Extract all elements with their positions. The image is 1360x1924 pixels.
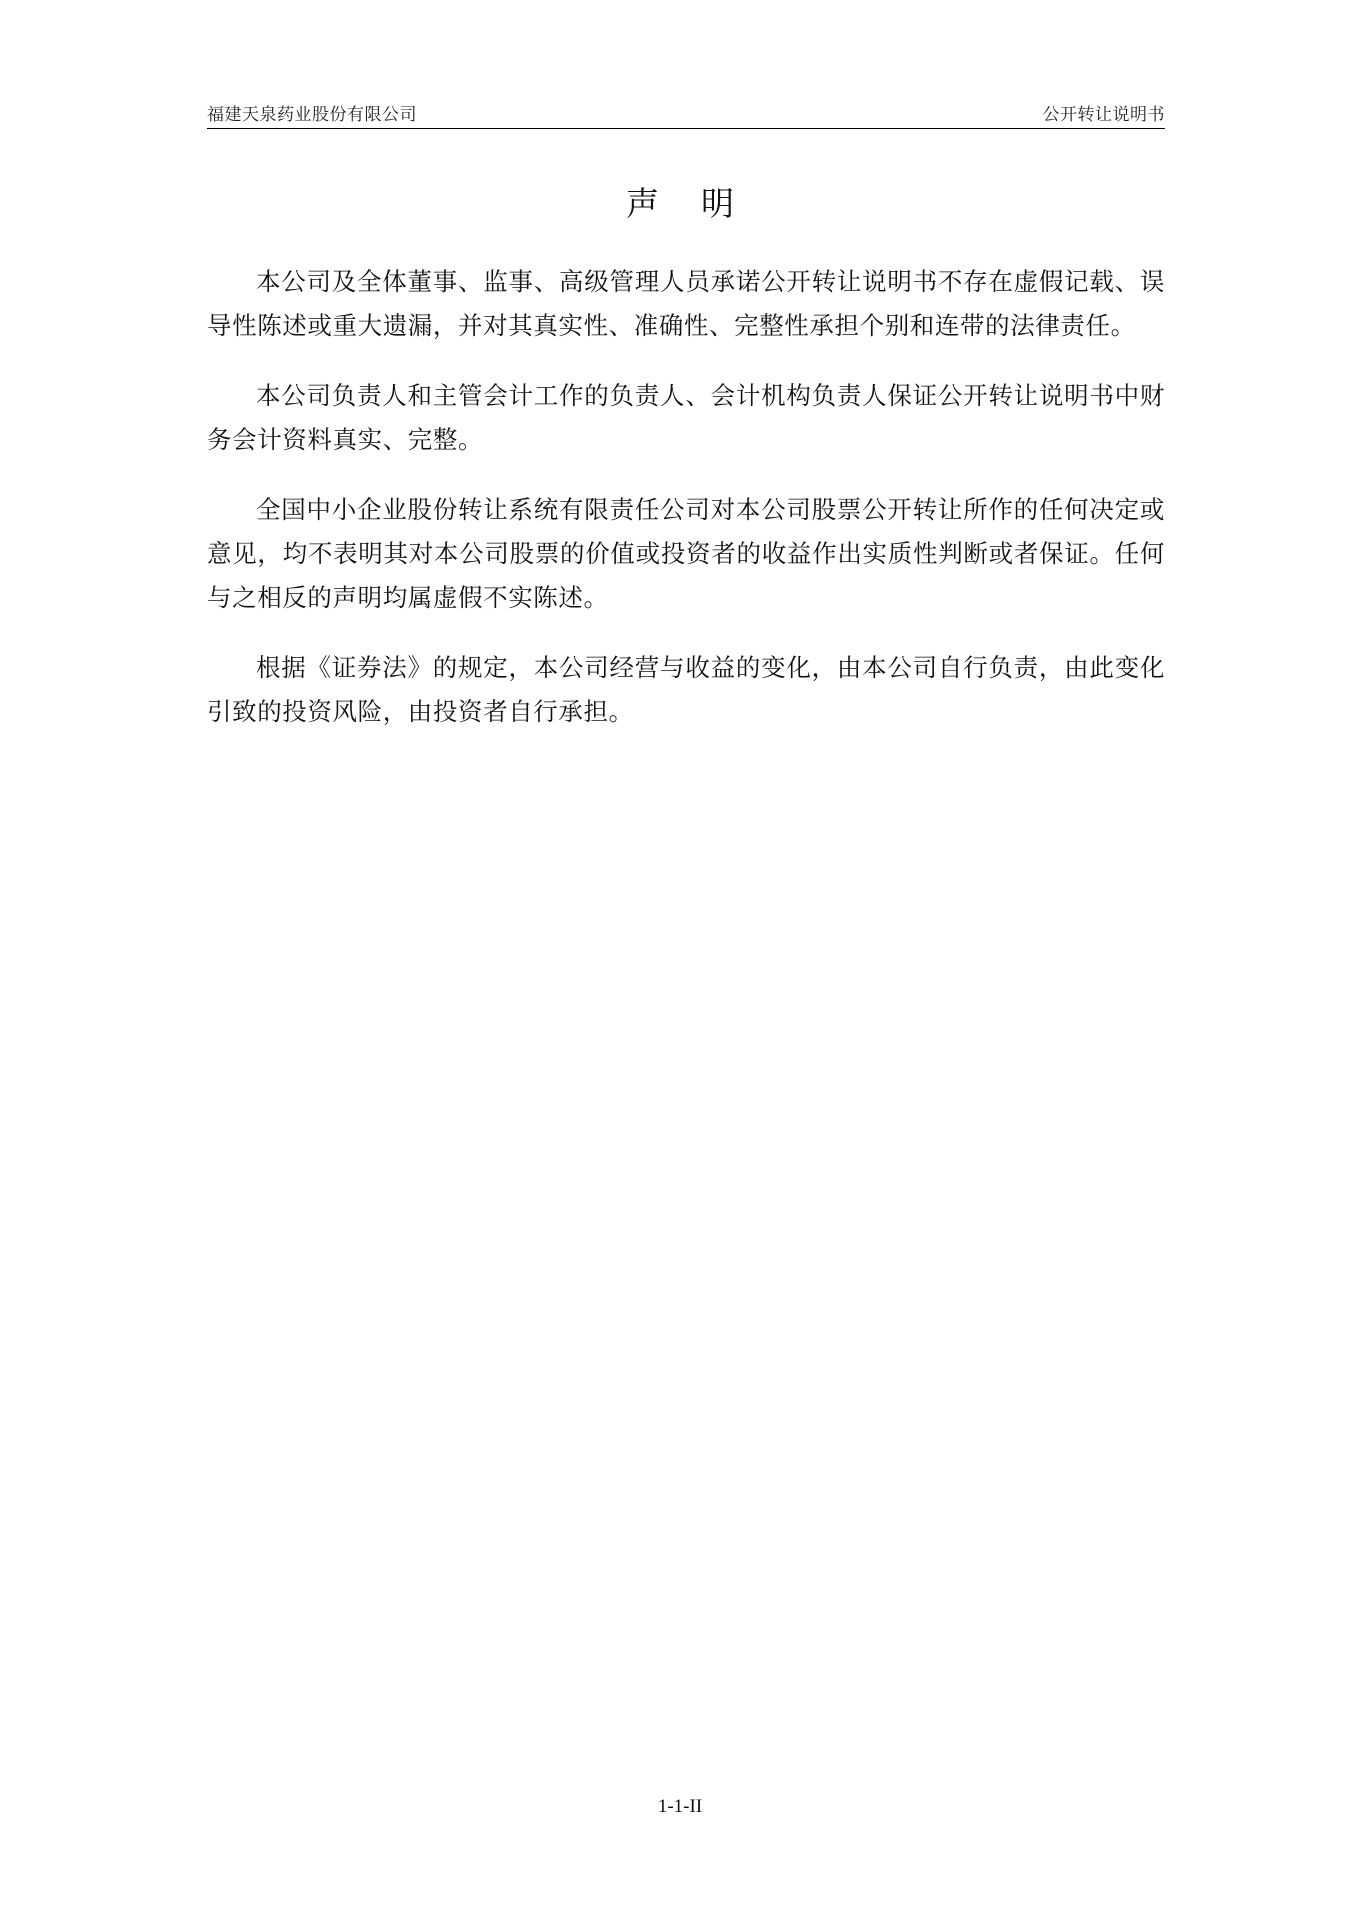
statement-body [207,260,1165,760]
statement-paragraph-1: 本公司及全体董事、监事、高级管理人员承诺公开转让说明书不存在虚假记载、误导性陈述或重大遗漏，并对其真实性、准确性、完整性承担个别和连带的法律责任。 [207,267,1165,340]
page-title [0,178,1360,225]
statement-paragraph-2: 本公司负责人和主管会计工作的负责人、会计机构负责人保证公开转让说明书中财务会计资料真实、完整。 [207,381,1165,454]
statement-paragraph-3: 全国中小企业股份转让系统有限责任公司对本公司股票公开转让所作的任何决定或意见，均不表明其对本公司股票的价值或投资者的收益作出实质性判断或者保证。任何与之相反的声明均属虚假不实陈述。 [207,495,1165,612]
page-header [207,96,1165,129]
statement-paragraph-4: 根据《证券法》的规定，本公司经营与收益的变化，由本公司自行负责，由此变化引致的投资风险，由投资者自行承担。 [207,653,1165,726]
page-title-char-2: 明 [701,184,734,223]
header-document-type: 公开转让说明书 [1042,105,1165,125]
header-company-name: 福建天泉药业股份有限公司 [207,105,417,125]
page-number: 1-1-II [657,1796,703,1817]
page-title-char-1: 声 [626,184,659,223]
